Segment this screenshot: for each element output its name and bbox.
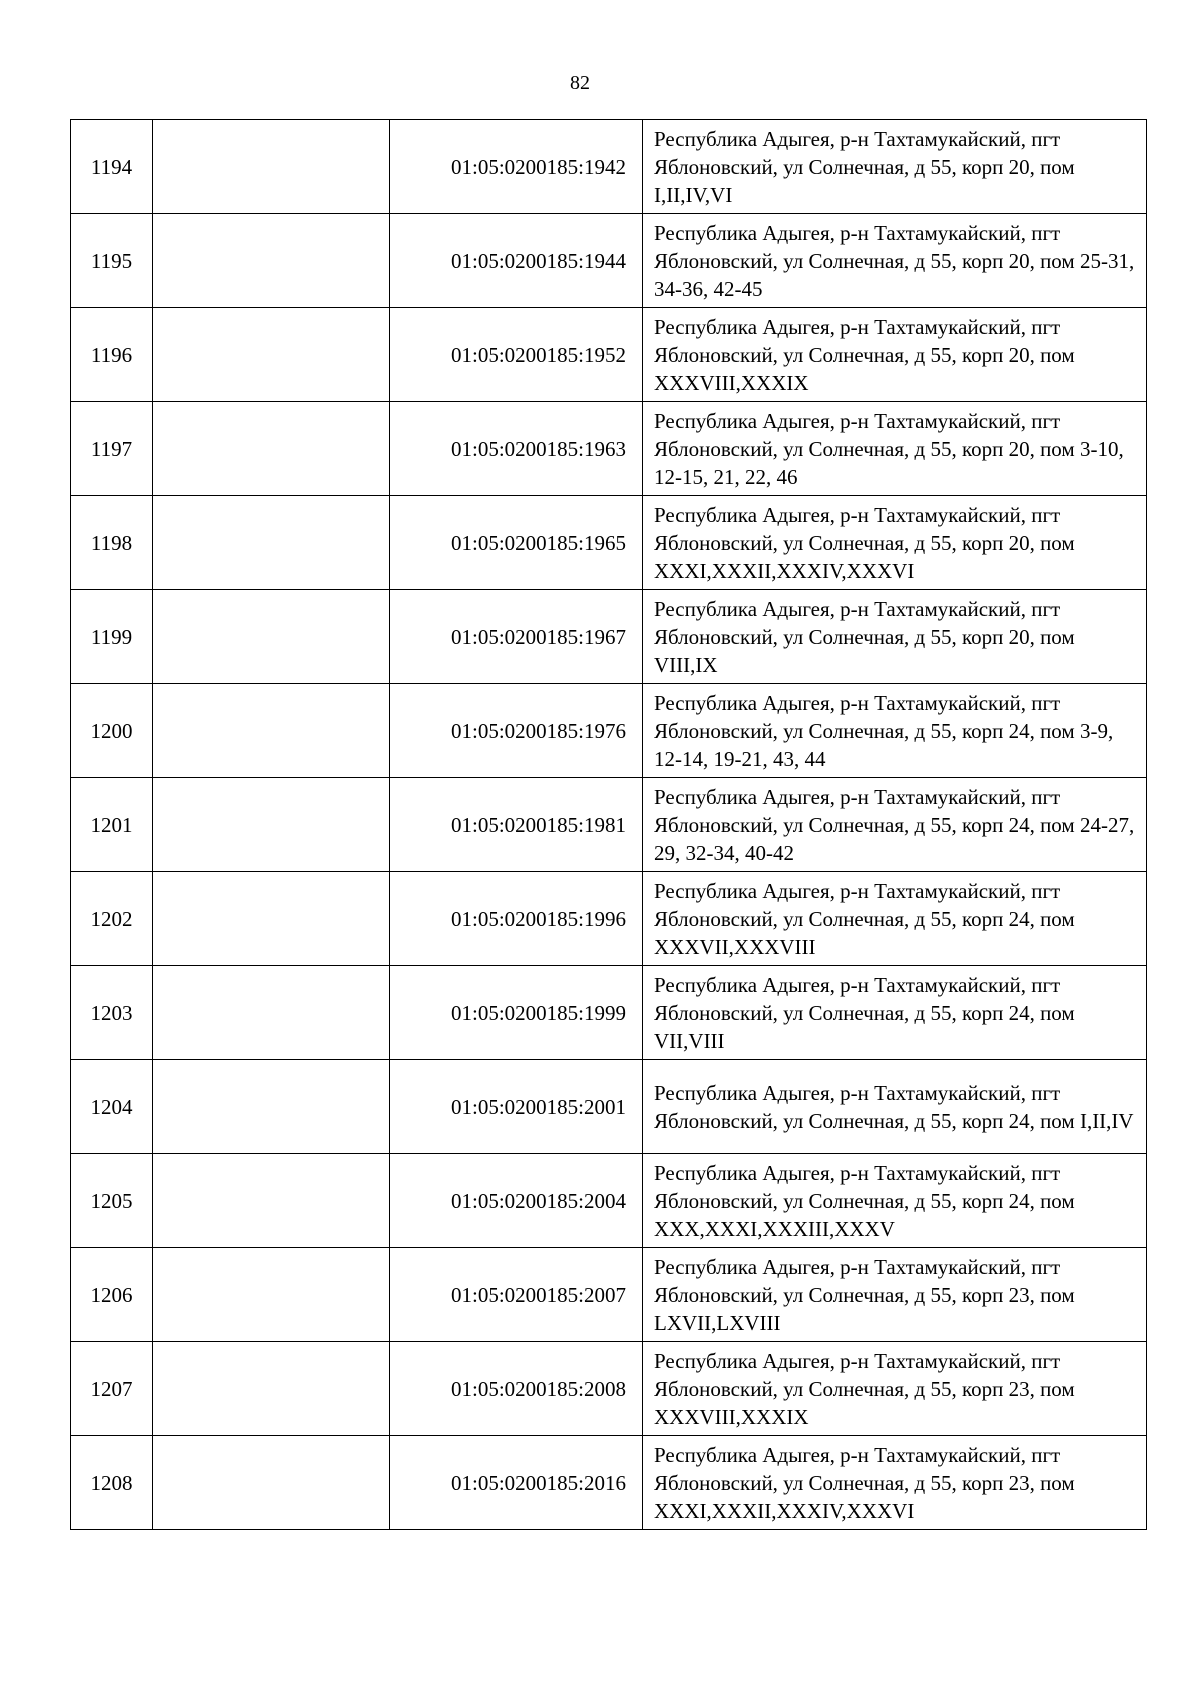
cadastral-number: 01:05:0200185:1952 xyxy=(390,308,643,402)
address: Республика Адыгея, р-н Тахтамукайский, пгт Яблоновский, ул Солнечная, д 55, корп 23, пом XXXI,XXXII,XXXIV,XXXVI xyxy=(643,1436,1147,1530)
address: Республика Адыгея, р-н Тахтамукайский, пгт Яблоновский, ул Солнечная, д 55, корп 20, пом XXXI,XXXII,XXXIV,XXXVI xyxy=(643,496,1147,590)
row-number: 1200 xyxy=(71,684,153,778)
cadastral-number: 01:05:0200185:2004 xyxy=(390,1154,643,1248)
row-number: 1206 xyxy=(71,1248,153,1342)
empty-cell xyxy=(153,402,390,496)
cadastral-number: 01:05:0200185:1942 xyxy=(390,120,643,214)
empty-cell xyxy=(153,872,390,966)
row-number: 1199 xyxy=(71,590,153,684)
cadastral-number: 01:05:0200185:1944 xyxy=(390,214,643,308)
cadastral-number: 01:05:0200185:2016 xyxy=(390,1436,643,1530)
table-row xyxy=(71,402,1147,496)
empty-cell xyxy=(153,590,390,684)
property-table xyxy=(70,119,1147,1530)
table-row xyxy=(71,1436,1147,1530)
address: Республика Адыгея, р-н Тахтамукайский, пгт Яблоновский, ул Солнечная, д 55, корп 20, пом I,II,IV,VI xyxy=(643,120,1147,214)
table-row xyxy=(71,966,1147,1060)
row-number: 1196 xyxy=(71,308,153,402)
row-number: 1195 xyxy=(71,214,153,308)
empty-cell xyxy=(153,308,390,402)
address: Республика Адыгея, р-н Тахтамукайский, пгт Яблоновский, ул Солнечная, д 55, корп 24, пом VII,VIII xyxy=(643,966,1147,1060)
table-row xyxy=(71,1060,1147,1154)
empty-cell xyxy=(153,684,390,778)
empty-cell xyxy=(153,1342,390,1436)
table-row xyxy=(71,590,1147,684)
empty-cell xyxy=(153,496,390,590)
table-row xyxy=(71,1154,1147,1248)
empty-cell xyxy=(153,214,390,308)
row-number: 1198 xyxy=(71,496,153,590)
table-row xyxy=(71,214,1147,308)
table-row xyxy=(71,496,1147,590)
address: Республика Адыгея, р-н Тахтамукайский, пгт Яблоновский, ул Солнечная, д 55, корп 24, пом 3-9, 12-14, 19-21, 43, 44 xyxy=(643,684,1147,778)
table-row xyxy=(71,872,1147,966)
cadastral-number: 01:05:0200185:1965 xyxy=(390,496,643,590)
address: Республика Адыгея, р-н Тахтамукайский, пгт Яблоновский, ул Солнечная, д 55, корп 23, пом XXXVIII,XXXIX xyxy=(643,1342,1147,1436)
row-number: 1207 xyxy=(71,1342,153,1436)
table-row xyxy=(71,120,1147,214)
empty-cell xyxy=(153,778,390,872)
table-row xyxy=(71,308,1147,402)
address: Республика Адыгея, р-н Тахтамукайский, пгт Яблоновский, ул Солнечная, д 55, корп 24, пом 24-27, 29, 32-34, 40-42 xyxy=(643,778,1147,872)
row-number: 1205 xyxy=(71,1154,153,1248)
cadastral-number: 01:05:0200185:1999 xyxy=(390,966,643,1060)
cadastral-number: 01:05:0200185:1981 xyxy=(390,778,643,872)
page-number: 82 xyxy=(570,72,590,94)
cadastral-number: 01:05:0200185:1976 xyxy=(390,684,643,778)
empty-cell xyxy=(153,1154,390,1248)
property-table-body xyxy=(71,120,1147,1530)
address: Республика Адыгея, р-н Тахтамукайский, пгт Яблоновский, ул Солнечная, д 55, корп 20, пом 3-10, 12-15, 21, 22, 46 xyxy=(643,402,1147,496)
table-row xyxy=(71,684,1147,778)
table-row xyxy=(71,778,1147,872)
table-row xyxy=(71,1248,1147,1342)
row-number: 1208 xyxy=(71,1436,153,1530)
cadastral-number: 01:05:0200185:2008 xyxy=(390,1342,643,1436)
address: Республика Адыгея, р-н Тахтамукайский, пгт Яблоновский, ул Солнечная, д 55, корп 23, пом LXVII,LXVIII xyxy=(643,1248,1147,1342)
empty-cell xyxy=(153,966,390,1060)
empty-cell xyxy=(153,1248,390,1342)
address: Республика Адыгея, р-н Тахтамукайский, пгт Яблоновский, ул Солнечная, д 55, корп 20, пом VIII,IX xyxy=(643,590,1147,684)
row-number: 1202 xyxy=(71,872,153,966)
address: Республика Адыгея, р-н Тахтамукайский, пгт Яблоновский, ул Солнечная, д 55, корп 20, пом 25-31, 34-36, 42-45 xyxy=(643,214,1147,308)
row-number: 1201 xyxy=(71,778,153,872)
row-number: 1194 xyxy=(71,120,153,214)
cadastral-number: 01:05:0200185:2007 xyxy=(390,1248,643,1342)
row-number: 1203 xyxy=(71,966,153,1060)
empty-cell xyxy=(153,120,390,214)
table-row xyxy=(71,1342,1147,1436)
empty-cell xyxy=(153,1060,390,1154)
cadastral-number: 01:05:0200185:2001 xyxy=(390,1060,643,1154)
address: Республика Адыгея, р-н Тахтамукайский, пгт Яблоновский, ул Солнечная, д 55, корп 24, пом XXXVII,XXXVIII xyxy=(643,872,1147,966)
row-number: 1204 xyxy=(71,1060,153,1154)
address: Республика Адыгея, р-н Тахтамукайский, пгт Яблоновский, ул Солнечная, д 55, корп 24, пом XXX,XXXI,XXXIII,XXXV xyxy=(643,1154,1147,1248)
cadastral-number: 01:05:0200185:1996 xyxy=(390,872,643,966)
address: Республика Адыгея, р-н Тахтамукайский, пгт Яблоновский, ул Солнечная, д 55, корп 24, пом I,II,IV xyxy=(643,1060,1147,1154)
empty-cell xyxy=(153,1436,390,1530)
cadastral-number: 01:05:0200185:1963 xyxy=(390,402,643,496)
row-number: 1197 xyxy=(71,402,153,496)
address: Республика Адыгея, р-н Тахтамукайский, пгт Яблоновский, ул Солнечная, д 55, корп 20, пом XXXVIII,XXXIX xyxy=(643,308,1147,402)
cadastral-number: 01:05:0200185:1967 xyxy=(390,590,643,684)
